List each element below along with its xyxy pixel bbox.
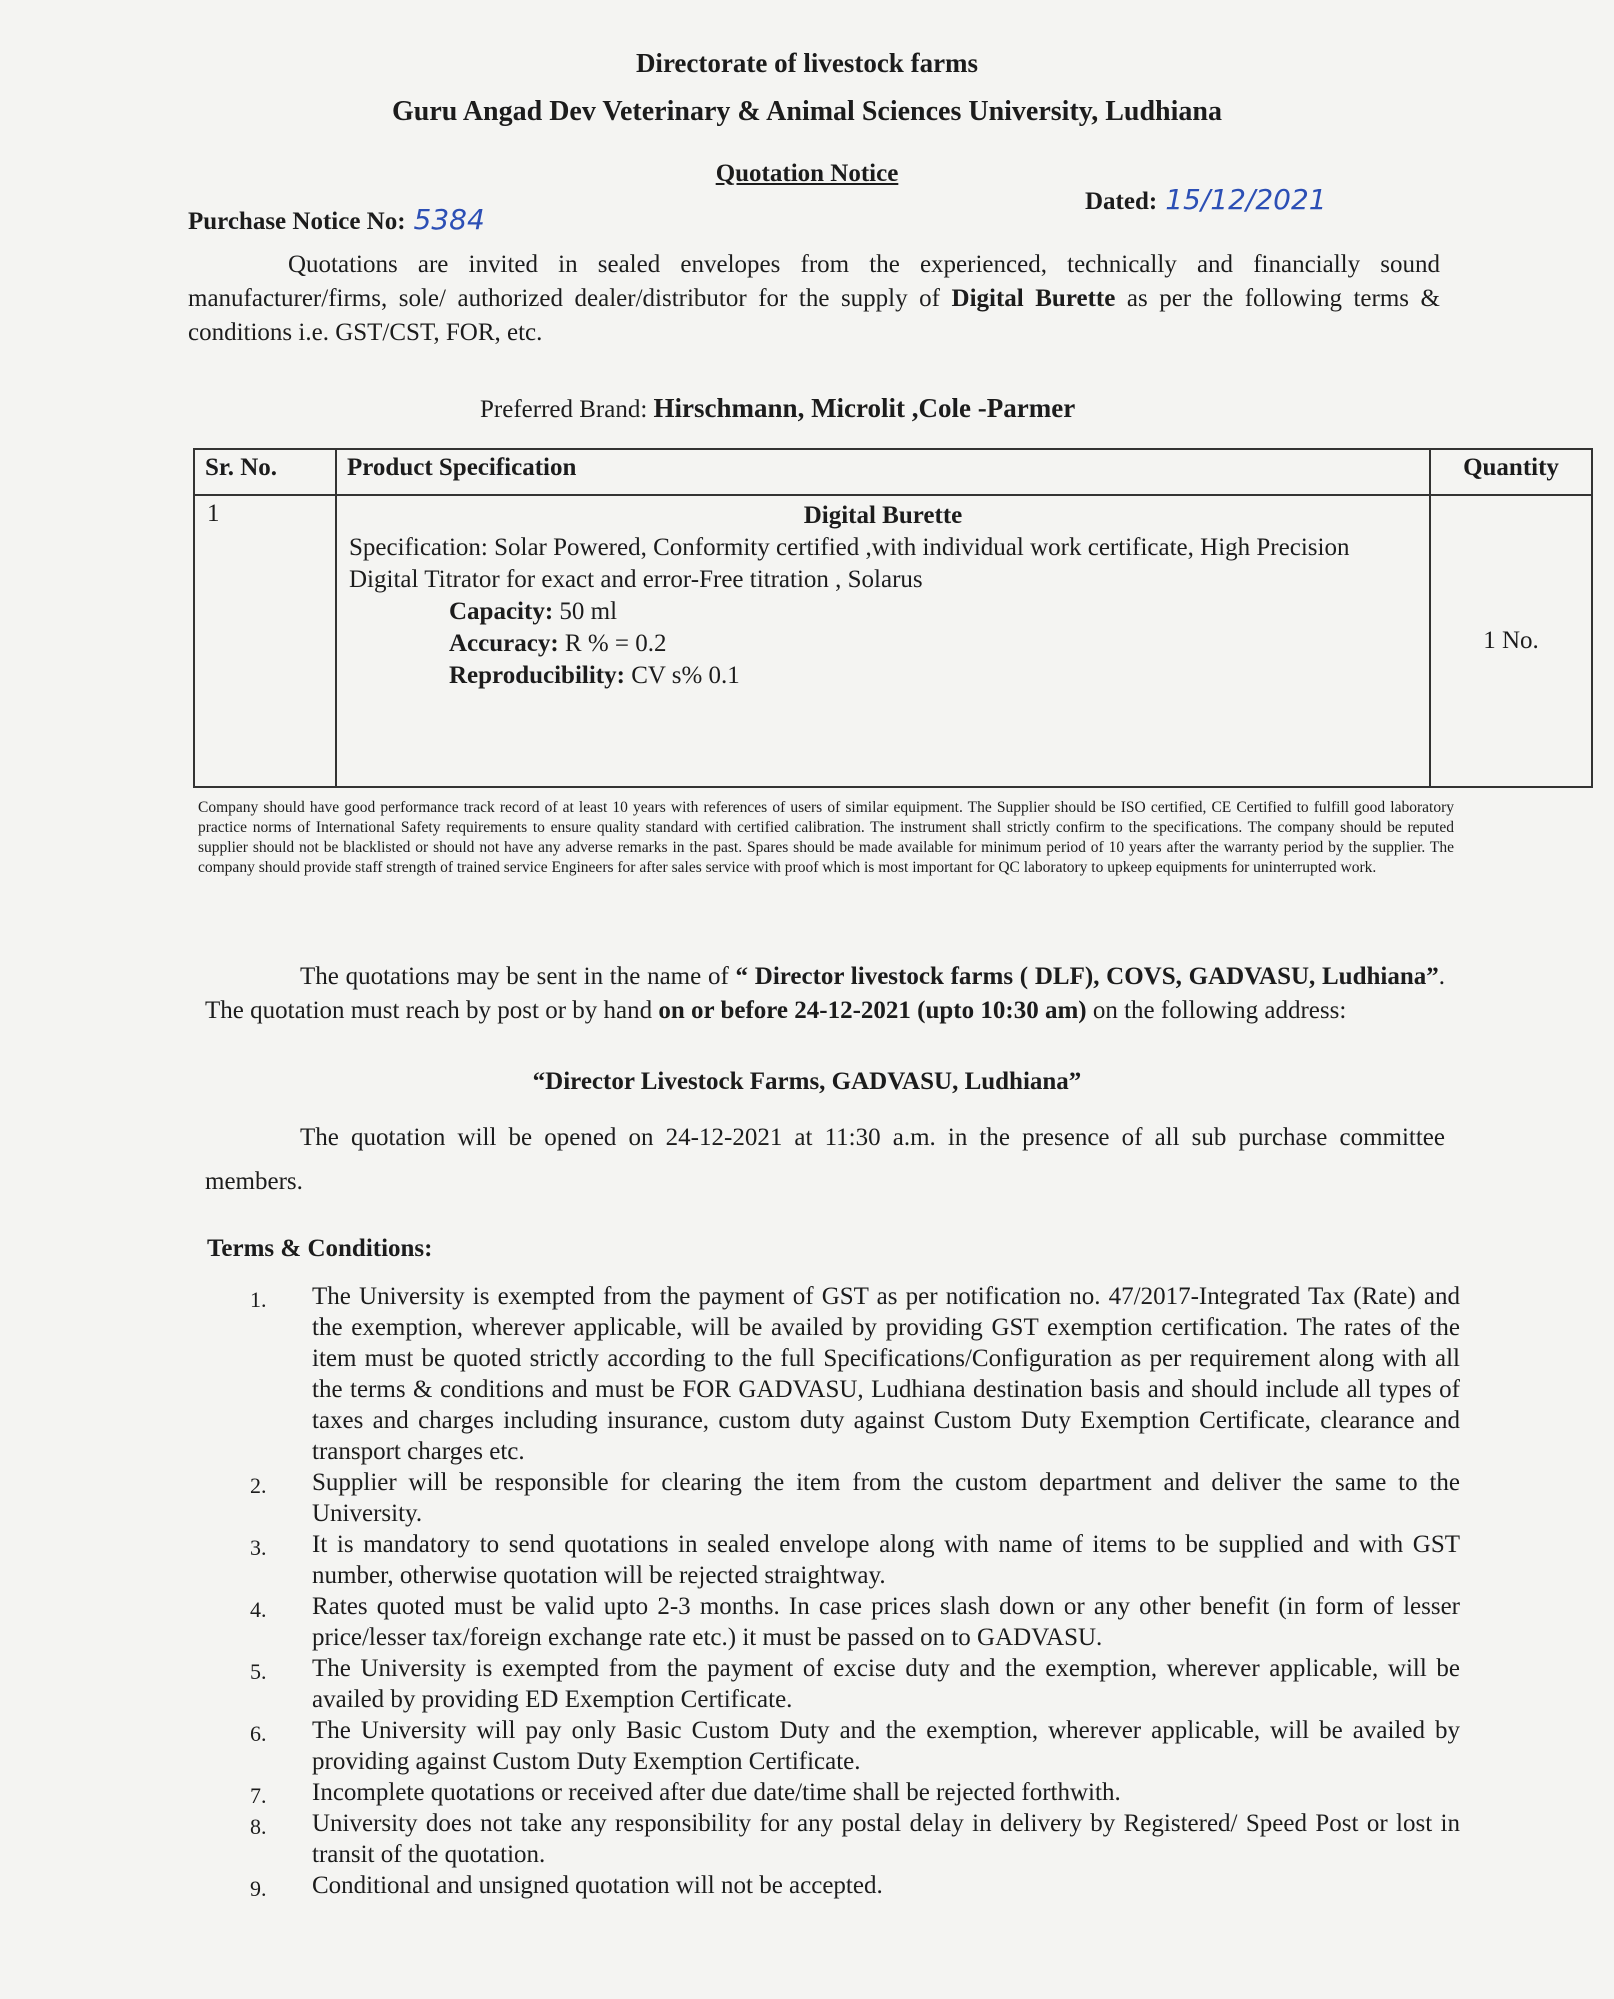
purchase-notice-label: Purchase Notice No:	[188, 208, 406, 235]
university-heading: Guru Angad Dev Veterinary & Animal Sciences University, Ludhiana	[392, 96, 1222, 127]
term-text: Rates quoted must be valid upto 2-3 months. In case prices slash down or any other benefit (in form of lesser price/lesser tax/foreign exchange rate etc.) it must be passed on to GADVASU.	[312, 1593, 1460, 1651]
opening-paragraph: The quotation will be opened on 24-12-2021 at 11:30 a.m. in the presence of all sub purchase committee members.	[205, 1124, 1445, 1195]
reproducibility-line: Reproducibility: CV s% 0.1	[449, 662, 740, 689]
term-text: The University is exempted from the payment of excise duty and the exemption, wherever applicable, will be availed by providing ED Exemption Certificate.	[312, 1655, 1460, 1713]
submission-address: “Director Livestock Farms, GADVASU, Ludhiana”	[532, 1068, 1082, 1095]
term-text: The University is exempted from the payment of GST as per notification no. 47/2017-Integrated Tax (Rate) and the exemption, wherever applicable, will be availed by providing GST exemption certification. The rates of the item must be quoted strictly according to the full Specifications/Configuration as per requirement along with all the terms & conditions and must be FOR GADVASU, Ludhiana destination basis and should include all types of taxes and charges including insurance, custom duty against Custom Duty Exemption Certificate, clearance and transport charges etc.	[312, 1283, 1460, 1465]
capacity-line: Capacity: 50 ml	[449, 598, 618, 625]
dated-value: 15/12/2021	[1165, 183, 1327, 216]
fine-print-requirements: Company should have good performance track record of at least 10 years with references of users of similar equipment. The Supplier should be ISO certified, CE Certified to fulfill good laboratory practice norms of International Safety requirements to ensure quality standard with certified calibration. The instrument shall strictly confirm to the specifications. The company should be reputed supplier should not be blacklisted or should not have any adverse remarks in the past. Spares should be made available for minimum period of 10 years after the warranty period by the supplier. The company should provide staff strength of trained service Engineers for after sales service with proof which is most important for QC laboratory to upkeep equipments for uninterrupted work.	[198, 799, 1454, 876]
product-title: Digital Burette	[803, 502, 963, 529]
accuracy-line: Accuracy: R % = 0.2	[449, 630, 667, 657]
terms-title: Terms & Conditions:	[207, 1235, 433, 1262]
col-header-spec: Product Specification	[336, 449, 1430, 495]
term-number: 1.	[250, 1287, 267, 1312]
notice-date	[1085, 183, 1327, 216]
term-number: 5.	[250, 1659, 267, 1684]
term-number: 9.	[250, 1876, 267, 1901]
term-text: Conditional and unsigned quotation will not be accepted.	[312, 1872, 883, 1899]
term-text: University does not take any responsibility for any postal delay in delivery by Registered/ Speed Post or lost in transit of the quotation.	[312, 1810, 1460, 1868]
product-spec-text: Specification: Solar Powered, Conformity certified ,with individual work certificate, High Precision Digital Titrator for exact and error-Free titration , Solarus	[349, 534, 1350, 593]
list-item	[250, 1281, 1460, 1467]
term-number: 7.	[250, 1783, 267, 1808]
row-qty: 1 No.	[1430, 495, 1592, 787]
brand-label: Preferred Brand:	[480, 396, 648, 423]
term-number: 6.	[250, 1721, 267, 1746]
purchase-notice-value: 5384	[413, 203, 485, 236]
list-item	[250, 1529, 1460, 1591]
dated-label: Dated:	[1085, 188, 1158, 215]
table-header-row	[194, 449, 1592, 495]
list-item	[250, 1591, 1460, 1653]
term-number: 3.	[250, 1535, 267, 1560]
term-text: The University will pay only Basic Custom Duty and the exemption, wherever applicable, will be availed by providing against Custom Duty Exemption Certificate.	[312, 1717, 1460, 1775]
term-text: Incomplete quotations or received after due date/time shall be rejected forthwith.	[312, 1779, 1121, 1806]
intro-paragraph: Quotations are invited in sealed envelopes from the experienced, technically and financially sound manufacturer/firms, sole/ authorized dealer/distributor for the supply of Digital Burette as per the following terms & conditions i.e. GST/CST, FOR, etc.	[188, 251, 1440, 346]
row-sr: 1	[194, 495, 336, 787]
list-item	[250, 1467, 1460, 1529]
notice-title: Quotation Notice	[715, 160, 899, 187]
list-item	[250, 1653, 1460, 1715]
row-spec	[336, 495, 1430, 787]
list-item	[250, 1777, 1460, 1808]
list-item	[250, 1715, 1460, 1777]
preferred-brand	[480, 393, 1075, 424]
brand-value: Hirschmann, Microlit ,Cole -Parmer	[653, 393, 1076, 423]
item-name: Digital Burette	[951, 285, 1116, 312]
term-text: Supplier will be responsible for clearing the item from the custom department and deliver the same to the University.	[312, 1469, 1460, 1527]
col-header-sr: Sr. No.	[194, 449, 336, 495]
term-number: 4.	[250, 1597, 267, 1622]
list-item	[250, 1808, 1460, 1870]
col-header-qty: Quantity	[1430, 449, 1592, 495]
list-item	[250, 1870, 1460, 1901]
submission-paragraph: The quotations may be sent in the name of “ Director livestock farms ( DLF), COVS, GADVASU, Ludhiana”. The quotation must reach by post or by hand on or before 24-12-2021 (upto 10:30 am) on the following address:	[205, 963, 1445, 1024]
product-table	[193, 448, 1593, 788]
terms-list	[250, 1281, 1460, 1901]
table-row	[194, 495, 1592, 787]
directorate-heading: Directorate of livestock farms	[635, 48, 979, 78]
purchase-notice-number	[188, 203, 485, 236]
term-number: 8.	[250, 1814, 267, 1839]
term-number: 2.	[250, 1473, 267, 1498]
term-text: It is mandatory to send quotations in sealed envelope along with name of items to be supplied and with GST number, otherwise quotation will be rejected straightway.	[312, 1531, 1460, 1589]
